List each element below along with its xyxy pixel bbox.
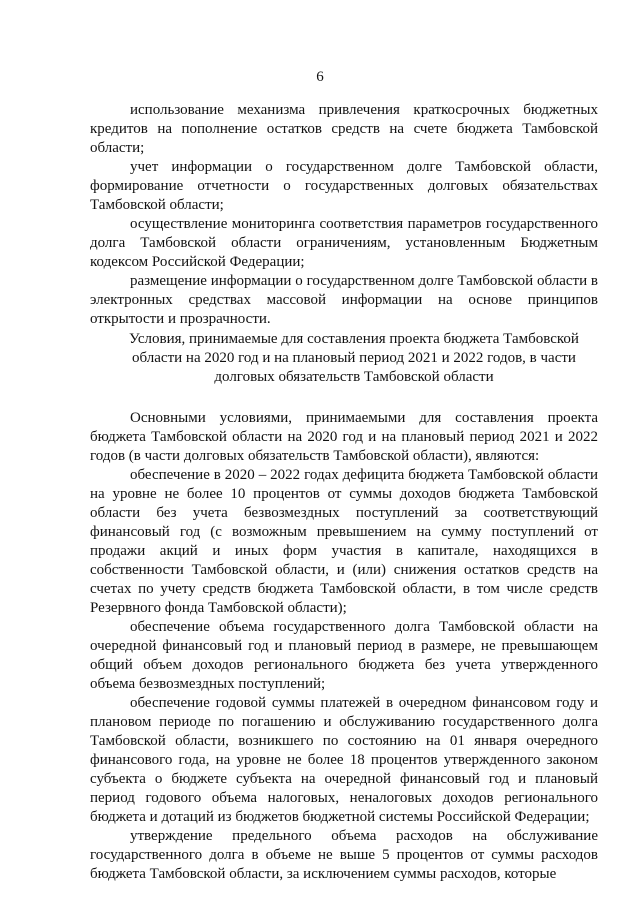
paragraph: обеспечение объема государственного долга Тамбовской области на очередной финансовый год и плановый период в размере, не превышающем общий объем доходов регионального бюджета без учета утвержденного объема безвозмездных поступлений; — [90, 619, 598, 692]
paragraph: учет информации о государственном долге Тамбовской области, формирование отчетности о государственных долговых обязательствах Тамбовской области; — [90, 159, 598, 213]
section-heading: Условия, принимаемые для составления проекта бюджета Тамбовской области на 2020 год и на плановый период 2021 и 2022 годов, в части долговых обязательств Тамбовской области — [129, 331, 579, 385]
paragraph: осуществление мониторинга соответствия параметров государственного долга Тамбовской области ограничениям, установленным Бюджетным кодексом Российской Федерации; — [90, 216, 598, 270]
section-2-body — [90, 409, 598, 884]
paragraph: Основными условиями, принимаемыми для составления проекта бюджета Тамбовской области на 2020 год и на плановый период 2021 и 2022 годов (в части долговых обязательств Тамбовской области), являются: — [90, 410, 598, 464]
paragraph: использование механизма привлечения краткосрочных бюджетных кредитов на пополнение остатков средств на счете бюджета Тамбовской области; — [90, 102, 598, 156]
paragraph: обеспечение в 2020 – 2022 годах дефицита бюджета Тамбовской области на уровне не более 10 процентов от суммы доходов бюджета Тамбовской области без учета безвозмездных поступлений за соответствующий финансовый год (с возможным превышением на сумму поступлений от продажи акций и иных форм участия в капитале, находящихся в собственности Тамбовской области, и (или) снижения остатков средств на счетах по учету средств бюджета Тамбовской области, в том числе средств Резервного фонда Тамбовской области); — [90, 467, 598, 616]
section-1-body — [90, 101, 598, 329]
page-number: 6 — [316, 69, 324, 85]
paragraph: размещение информации о государственном долге Тамбовской области в электронных средствах массовой информации на основе принципов открытости и прозрачности. — [90, 273, 598, 327]
paragraph: обеспечение годовой суммы платежей в очередном финансовом году и плановом периоде по погашению и обслуживанию государственного долга Тамбовской области, возникшего по состоянию на 01 января очередного финансового года, на уровне не более 18 процентов утвержденного законом субъекта о бюджете субъекта на очередной финансовый год и плановый период годового объема налоговых, неналоговых доходов регионального бюджета и дотаций из бюджетов бюджетной системы Российской Федерации; — [90, 695, 598, 825]
paragraph: утверждение предельного объема расходов на обслуживание государственного долга в объеме не выше 5 процентов от суммы расходов бюджета Тамбовской области, за исключением суммы расходов, которые — [90, 828, 598, 882]
